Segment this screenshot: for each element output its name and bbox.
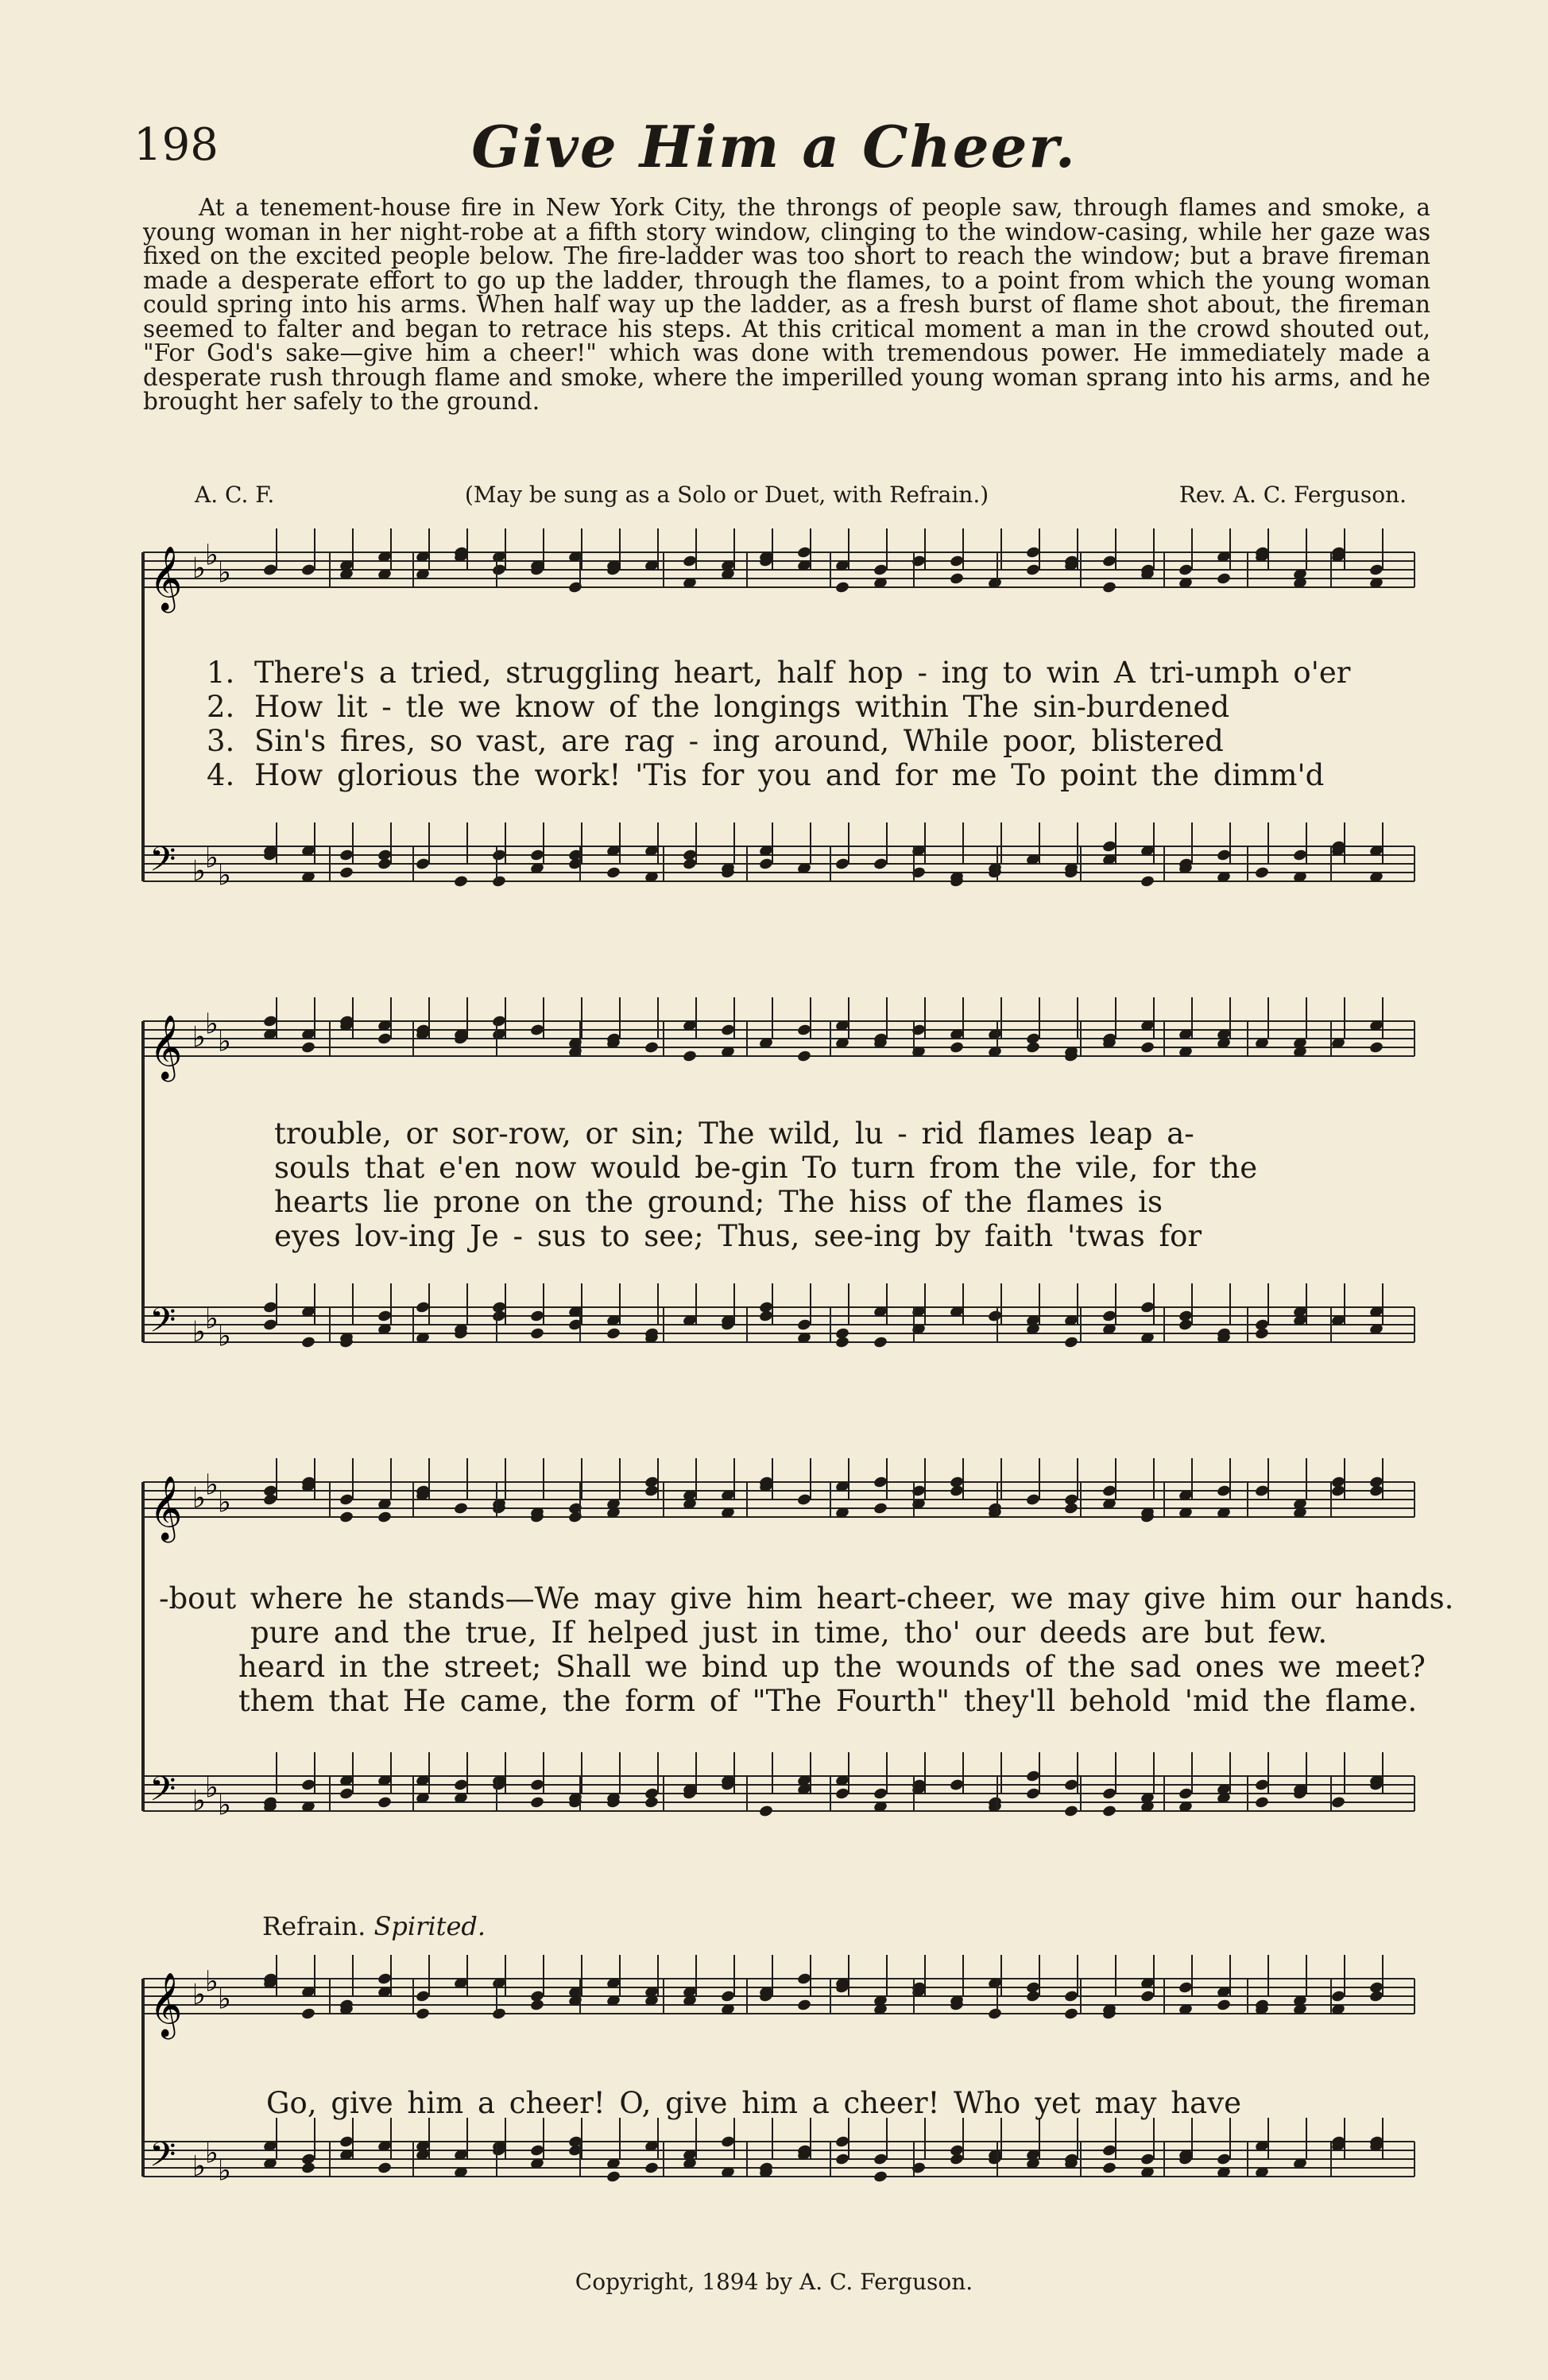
note-head xyxy=(1216,849,1231,862)
flat-icon: ♭ xyxy=(192,552,206,585)
bass-clef-icon: 𝄢 xyxy=(149,840,176,888)
note-head xyxy=(262,1318,277,1332)
flat-icon: ♭ xyxy=(192,1482,206,1515)
verse-text: hearts lie prone on the ground; The hiss of the flames is xyxy=(274,1185,1163,1219)
note-head xyxy=(1101,1484,1116,1498)
note-head xyxy=(644,2161,659,2175)
note-head xyxy=(1101,1787,1116,1801)
note-head xyxy=(1140,1301,1155,1314)
note-head xyxy=(949,2144,964,2157)
note-head xyxy=(1063,2007,1078,2021)
lyrics-block xyxy=(127,656,1430,792)
flat-icon: ♭ xyxy=(218,1789,231,1822)
note-head xyxy=(1254,1796,1269,1809)
verse-text: eyes lov-ing Je - sus to see; Thus, see-ing by faith 'twas for xyxy=(274,1219,1202,1253)
note-head xyxy=(1330,1990,1345,2003)
lyrics-block xyxy=(127,1581,1454,1718)
note-head xyxy=(339,1511,354,1524)
verse-line xyxy=(127,2086,1430,2120)
flat-icon: ♭ xyxy=(192,1316,206,1349)
note-head xyxy=(1025,1493,1040,1507)
note-head xyxy=(415,857,430,871)
intro-paragraph xyxy=(143,195,1430,414)
note-head xyxy=(262,1484,277,1498)
note-head xyxy=(1330,1484,1345,1498)
note-head xyxy=(529,1778,544,1792)
flat-icon: ♭ xyxy=(192,2150,206,2183)
note-head xyxy=(1178,1318,1193,1332)
note-head xyxy=(491,563,506,577)
flat-icon: ♭ xyxy=(205,1469,219,1502)
flat-icon: ♭ xyxy=(205,1771,219,1805)
note-head xyxy=(758,1301,773,1314)
note-head xyxy=(491,875,506,888)
note-head xyxy=(491,2007,506,2021)
note-head xyxy=(834,1787,849,1801)
verse-text: -bout where he stands—We may give him heart-cheer, we may give him our hands. xyxy=(159,1581,1454,1616)
flat-icon: ♭ xyxy=(192,855,206,888)
flat-icon: ♭ xyxy=(192,1021,206,1054)
flat-icon: ♭ xyxy=(205,842,219,875)
verse-text: Sin's fires, so vast, are rag - ing around, While poor, blistered xyxy=(254,724,1224,758)
note-head xyxy=(262,1301,277,1314)
flat-icon: ♭ xyxy=(192,1785,206,1817)
note-head xyxy=(873,1502,888,1515)
note-head xyxy=(834,857,849,871)
note-head xyxy=(1254,1318,1269,1332)
refrain-label xyxy=(262,1911,486,1941)
credits-line xyxy=(195,482,1407,508)
note-head xyxy=(1254,1484,1269,1498)
note-head xyxy=(834,581,849,594)
note-head xyxy=(377,1796,392,1809)
note-head xyxy=(1368,563,1384,577)
treble-clef-icon: 𝄞 xyxy=(149,1475,183,1540)
note-head xyxy=(1216,1484,1231,1498)
note-head xyxy=(1254,866,1269,880)
note-head xyxy=(1292,849,1307,862)
note-head xyxy=(453,1778,468,1792)
music-system-2 xyxy=(127,993,1430,1414)
note-head xyxy=(1025,1770,1040,1783)
note-head xyxy=(606,2170,621,2184)
verse-number: 4. xyxy=(207,758,235,792)
note-head xyxy=(300,1336,315,1349)
note-head xyxy=(1216,572,1231,586)
verse-number: 3. xyxy=(207,724,235,758)
note-head xyxy=(262,1015,277,1028)
note-head xyxy=(873,1336,888,1349)
note-head xyxy=(644,1484,659,1498)
bass-staff xyxy=(143,1752,1414,1817)
note-head xyxy=(529,1796,544,1809)
note-head xyxy=(1368,1484,1384,1498)
note-head xyxy=(300,1778,315,1792)
verse-line xyxy=(127,758,1430,792)
verse-line xyxy=(127,1116,1430,1151)
note-head xyxy=(1368,1990,1384,2003)
verse-line xyxy=(127,1650,1430,1684)
note-head xyxy=(491,1015,506,1028)
note-head xyxy=(1140,875,1155,888)
note-head xyxy=(1101,555,1116,568)
note-head xyxy=(949,1778,964,1792)
note-head xyxy=(415,2007,430,2021)
note-head xyxy=(1025,546,1040,559)
note-head xyxy=(262,563,277,577)
note-head xyxy=(453,875,468,888)
note-head xyxy=(720,1990,735,2003)
verse-line xyxy=(127,1684,1430,1718)
note-head xyxy=(529,849,544,862)
note-head xyxy=(987,1310,1002,1323)
treble-clef-icon: 𝄞 xyxy=(149,545,183,610)
note-head xyxy=(300,563,315,577)
note-head xyxy=(606,866,621,880)
refrain-title: Refrain. xyxy=(262,1911,366,1941)
note-head xyxy=(796,1050,811,1063)
composer: Rev. A. C. Ferguson. xyxy=(1178,482,1407,508)
verse-line xyxy=(127,724,1430,758)
verse-text: Go, give him a cheer! O, give him a cheer! Who yet may have xyxy=(266,2086,1242,2120)
page-number: 198 xyxy=(134,119,219,171)
note-head xyxy=(796,1318,811,1332)
note-head xyxy=(796,546,811,559)
note-head xyxy=(1140,1041,1155,1055)
note-head xyxy=(529,1990,544,2003)
verse-line xyxy=(127,1219,1430,1253)
treble-staff xyxy=(143,1458,1414,1523)
note-head xyxy=(1101,840,1116,853)
note-head xyxy=(529,2144,544,2157)
flat-icon: ♭ xyxy=(205,1965,219,1999)
treble-staff xyxy=(143,997,1414,1062)
note-head xyxy=(339,849,354,862)
performance-note: (May be sung as a Solo or Duet, with Refrain.) xyxy=(464,482,989,508)
note-head xyxy=(1025,563,1040,577)
flat-icon: ♭ xyxy=(205,1008,219,1041)
note-head xyxy=(339,2135,354,2149)
note-head xyxy=(949,1476,964,1489)
note-head xyxy=(1254,1778,1269,1792)
note-head xyxy=(1063,1805,1078,1818)
note-head xyxy=(682,1050,697,1063)
flat-icon: ♭ xyxy=(218,1025,231,1058)
note-head xyxy=(377,1310,392,1323)
bass-clef-icon: 𝄢 xyxy=(149,1301,176,1349)
note-head xyxy=(873,857,888,871)
note-head xyxy=(834,1336,849,1349)
note-head xyxy=(377,1511,392,1524)
note-head xyxy=(1140,1990,1155,2003)
words-author: A. C. F. xyxy=(195,482,275,508)
note-head xyxy=(377,2161,392,2175)
note-head xyxy=(987,2007,1002,2021)
note-head xyxy=(1063,1493,1078,1507)
verse-text: trouble, or sor-row, or sin; The wild, lu - rid flames leap a- xyxy=(274,1116,1194,1151)
flat-icon: ♭ xyxy=(218,859,231,892)
note-head xyxy=(682,555,697,568)
note-head xyxy=(644,1041,659,1055)
note-head xyxy=(1330,1796,1345,1809)
flat-icon: ♭ xyxy=(218,2154,231,2188)
lyrics-block xyxy=(127,2086,1430,2120)
flat-icon: ♭ xyxy=(218,1486,231,1519)
flat-icon: ♭ xyxy=(218,1983,231,2016)
note-head xyxy=(529,1024,544,1037)
note-head xyxy=(758,857,773,871)
note-head xyxy=(1101,1310,1116,1323)
note-head xyxy=(339,866,354,880)
note-head xyxy=(529,1310,544,1323)
lyrics-block xyxy=(127,1116,1430,1253)
note-head xyxy=(949,555,964,568)
note-head xyxy=(377,1032,392,1046)
refrain-tempo: Spirited. xyxy=(373,1911,486,1941)
note-head xyxy=(377,849,392,862)
page-title: Give Him a Cheer. xyxy=(471,113,1077,180)
bass-staff xyxy=(143,1283,1414,1349)
note-head xyxy=(682,849,697,862)
note-head xyxy=(377,1972,392,1986)
verse-line xyxy=(127,1151,1430,1185)
bass-staff xyxy=(143,2118,1414,2183)
verse-line xyxy=(127,656,1430,690)
note-head xyxy=(1178,1787,1193,1801)
note-head xyxy=(873,1787,888,1801)
note-head xyxy=(796,1999,811,2012)
note-head xyxy=(491,849,506,862)
note-head xyxy=(720,2135,735,2149)
verse-number: 2. xyxy=(207,690,235,724)
bass-clef-icon: 𝄢 xyxy=(149,1770,176,1817)
note-head xyxy=(300,2153,315,2166)
treble-clef-icon: 𝄞 xyxy=(149,1972,183,2037)
note-head xyxy=(300,2007,315,2021)
verse-text: souls that e'en now would be-gin To turn from the vile, for the xyxy=(274,1151,1258,1185)
note-head xyxy=(949,1041,964,1055)
verse-text: them that He came, the form of "The Fourth" they'll behold 'mid the flame. xyxy=(238,1684,1418,1718)
music-system-4 xyxy=(127,1951,1430,2245)
note-head xyxy=(1025,1787,1040,1801)
note-head xyxy=(873,1476,888,1489)
music-system-3 xyxy=(127,1454,1454,1883)
note-head xyxy=(1216,1999,1231,2012)
flat-icon: ♭ xyxy=(205,539,219,572)
verse-line xyxy=(127,1581,1454,1616)
note-head xyxy=(491,1310,506,1323)
note-head xyxy=(1140,2153,1155,2166)
verse-number: 1. xyxy=(207,656,235,690)
note-head xyxy=(1101,2161,1116,2175)
flat-icon: ♭ xyxy=(218,556,231,590)
note-head xyxy=(758,1805,773,1818)
note-head xyxy=(1025,1981,1040,1995)
note-head xyxy=(453,1502,468,1515)
verse-line xyxy=(127,690,1430,724)
verse-text: There's a tried, struggling heart, half hop - ing to win A tri-umph o'er xyxy=(254,656,1351,690)
flat-icon: ♭ xyxy=(192,1979,206,2011)
bass-staff xyxy=(143,822,1414,888)
note-head xyxy=(339,1493,354,1507)
note-head xyxy=(644,1796,659,1809)
flat-icon: ♭ xyxy=(205,1302,219,1336)
treble-staff xyxy=(143,1955,1414,2020)
flat-icon: ♭ xyxy=(218,1320,231,1353)
note-head xyxy=(796,1493,811,1507)
note-head xyxy=(796,1024,811,1037)
note-head xyxy=(415,1990,430,2003)
note-head xyxy=(873,2170,888,2184)
note-head xyxy=(1101,1805,1116,1818)
treble-staff xyxy=(143,528,1414,594)
verse-text: How lit - tle we know of the longings within The sin-burdened xyxy=(254,690,1230,724)
note-head xyxy=(606,1327,621,1341)
note-head xyxy=(339,1787,354,1801)
note-head xyxy=(834,2153,849,2166)
note-head xyxy=(1178,563,1193,577)
verse-line xyxy=(127,1185,1430,1219)
note-head xyxy=(949,572,964,586)
note-head xyxy=(1368,1041,1384,1055)
copyright-line: Copyright, 1894 by A. C. Ferguson. xyxy=(575,2269,973,2295)
verse-text: How glorious the work! 'Tis for you and for me To point the dimm'd xyxy=(254,758,1325,792)
verse-text: heard in the street; Shall we bind up the wounds of the sad ones we meet? xyxy=(238,1650,1426,1684)
note-head xyxy=(720,1024,735,1037)
note-head xyxy=(415,1301,430,1314)
note-head xyxy=(1178,1981,1193,1995)
note-head xyxy=(1025,1041,1040,1055)
note-head xyxy=(529,1327,544,1341)
note-head xyxy=(300,1041,315,1055)
note-head xyxy=(1063,1778,1078,1792)
verse-line xyxy=(127,1616,1430,1650)
note-head xyxy=(1063,1336,1078,1349)
bass-clef-icon: 𝄢 xyxy=(149,2135,176,2183)
verse-text: pure and the true, If helped just in time, tho' our deeds are but few. xyxy=(250,1616,1328,1650)
note-head xyxy=(873,563,888,577)
note-head xyxy=(1101,581,1116,594)
note-head xyxy=(1063,1990,1078,2003)
note-head xyxy=(1216,2153,1231,2166)
music-system-1 xyxy=(127,524,1430,954)
flat-icon: ♭ xyxy=(205,2137,219,2170)
note-head xyxy=(1101,2144,1116,2157)
note-head xyxy=(834,2135,849,2149)
note-head xyxy=(873,2153,888,2166)
intro-text: At a tenement-house fire in New York City, the throngs of people saw, through flames and smoke, a young woman in her night-robe at a fifth story window, clinging to the window-casing, while her gaze was fixed on the excited people below. The fire-ladder was too short to reach the window; but a brave fireman made a desperate effort to go up the ladder, through the flames, to a point from which the young woman could spring into his arms. When half way up the ladder, as a fresh burst of flame shot about, the fireman seemed to falter and began to retrace his steps. At this critical moment a man in the crowd shouted out, "For God's sake—give him a cheer!" which was done with tremendous power. He immediately made a desperate rush through flame and smoke, where the imperilled young woman sprang into his arms, and he brought her safely to the ground. xyxy=(143,194,1430,415)
treble-clef-icon: 𝄞 xyxy=(149,1014,183,1079)
note-head xyxy=(796,1972,811,1986)
